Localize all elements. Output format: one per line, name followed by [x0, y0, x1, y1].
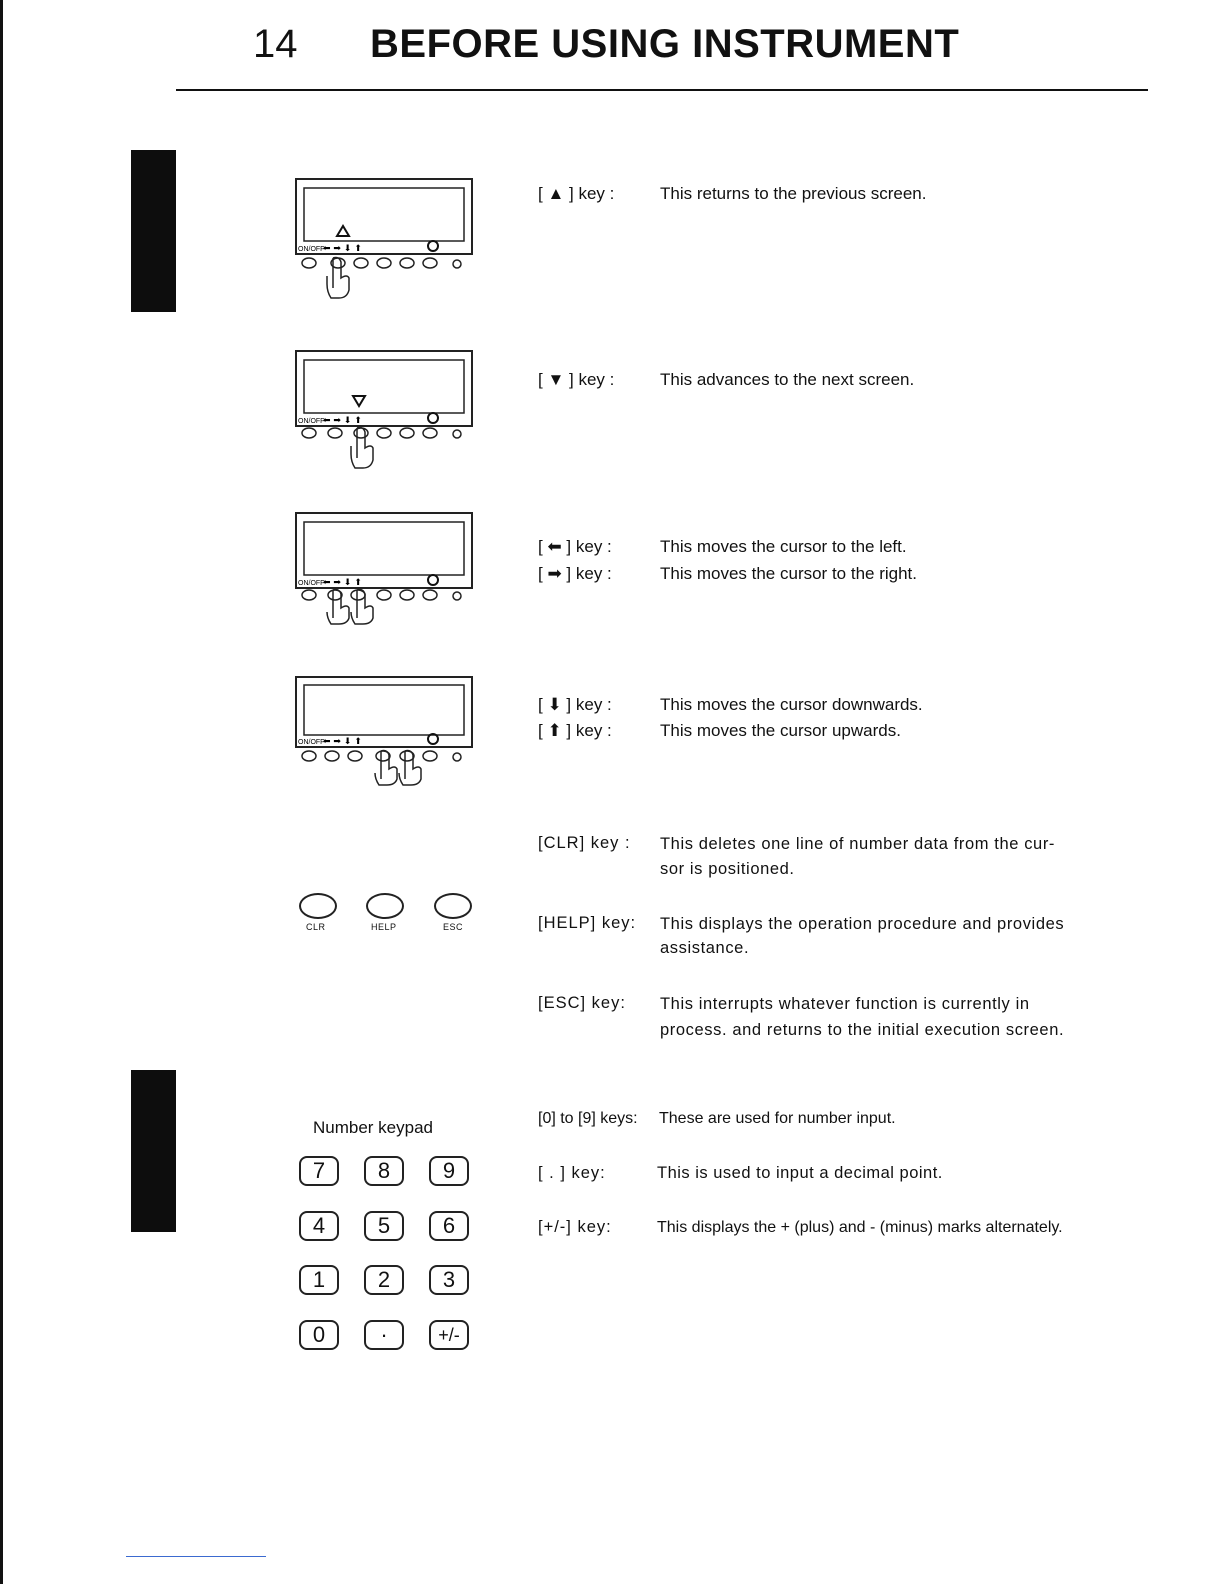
help-key-icon: [366, 893, 404, 919]
panel-illustration-up: [295, 178, 475, 308]
panel-illustration-left-right: [295, 512, 475, 642]
esc-key-label: ESC: [443, 922, 464, 932]
esc-key-icon: [434, 893, 472, 919]
keypad-key-2: 2: [364, 1265, 404, 1295]
header-rule: [176, 89, 1148, 91]
sign-key-name: [+/-] key:: [538, 1218, 612, 1236]
esc-key-name: [ESC] key:: [538, 994, 626, 1012]
key-label-left: [ ⬅ ] key :: [538, 537, 612, 556]
page-title: BEFORE USING INSTRUMENT: [370, 22, 960, 66]
key-label-downwards: [ ⬇ ] key :: [538, 695, 612, 714]
keypad-caption: Number keypad: [313, 1118, 434, 1137]
keypad-key-3: 3: [429, 1265, 469, 1295]
desc-right: This moves the cursor to the right.: [660, 564, 917, 583]
keypad-key-4: 4: [299, 1211, 339, 1241]
section-tab-bottom: [131, 1070, 176, 1232]
keypad-key-5: 5: [364, 1211, 404, 1241]
panel-onoff-label-2: ON/OFF: [298, 418, 325, 425]
keypad-key-decimal: ·: [364, 1320, 404, 1350]
keypad-key-9: 9: [429, 1156, 469, 1186]
help-desc-line1: This displays the operation procedure and provides: [660, 915, 1065, 933]
num-keys-desc: These are used for number input.: [659, 1110, 896, 1127]
clr-desc-line2: sor is positioned.: [660, 860, 795, 878]
panel-onoff-label-4: ON/OFF: [298, 739, 325, 746]
sign-key-desc: This displays the + (plus) and - (minus) marks alternately.: [657, 1219, 1063, 1236]
clr-key-label: CLR: [306, 922, 326, 932]
svg-text:⬅ ➡ ⬇ ⬆: ⬅ ➡ ⬇ ⬆: [323, 578, 362, 588]
key-label-down: [ ▼ ] key :: [538, 370, 615, 389]
page-number: 14: [253, 22, 298, 66]
help-desc-line2: assistance.: [660, 939, 750, 957]
clr-key-name: [CLR] key :: [538, 834, 631, 852]
key-label-upwards: [ ⬆ ] key :: [538, 721, 612, 740]
esc-desc-line2: process. and returns to the initial execution screen.: [660, 1021, 1065, 1039]
help-key-name: [HELP] key:: [538, 914, 637, 932]
section-tab-top: [131, 150, 176, 312]
desc-left: This moves the cursor to the left.: [660, 537, 907, 556]
clr-key-icon: [299, 893, 337, 919]
keypad-key-8: 8: [364, 1156, 404, 1186]
decimal-key-name: [ . ] key:: [538, 1164, 606, 1182]
desc-up: This returns to the previous screen.: [660, 184, 927, 203]
keypad-key-7: 7: [299, 1156, 339, 1186]
clr-desc-line1: This deletes one line of number data from the cur-: [660, 835, 1056, 853]
key-label-right: [ ➡ ] key :: [538, 564, 612, 583]
keypad-key-0: 0: [299, 1320, 339, 1350]
keypad-key-6: 6: [429, 1211, 469, 1241]
desc-downwards: This moves the cursor downwards.: [660, 695, 923, 714]
num-keys-name: [0] to [9] keys:: [538, 1110, 638, 1127]
desc-down: This advances to the next screen.: [660, 370, 915, 389]
keypad-key-1: 1: [299, 1265, 339, 1295]
help-key-label: HELP: [371, 922, 397, 932]
svg-text:⬅ ➡ ⬇ ⬆: ⬅ ➡ ⬇ ⬆: [323, 737, 362, 747]
svg-text:⬅ ➡ ⬇ ⬆: ⬅ ➡ ⬇ ⬆: [323, 244, 362, 254]
keypad-key-plus-minus: +/-: [429, 1320, 469, 1350]
key-label-up: [ ▲ ] key :: [538, 184, 615, 203]
decimal-key-desc: This is used to input a decimal point.: [657, 1164, 943, 1182]
panel-illustration-down: [295, 350, 475, 480]
esc-desc-line1: This interrupts whatever function is currently in: [660, 995, 1030, 1013]
panel-onoff-label-3: ON/OFF: [298, 580, 325, 587]
panel-onoff-label: ON/OFF: [298, 246, 325, 253]
footer-rule: [126, 1556, 266, 1557]
desc-upwards: This moves the cursor upwards.: [660, 721, 901, 740]
panel-illustration-up-down: [295, 676, 475, 806]
svg-text:⬅ ➡ ⬇ ⬆: ⬅ ➡ ⬇ ⬆: [323, 416, 362, 426]
page-left-edge: [0, 0, 3, 1584]
